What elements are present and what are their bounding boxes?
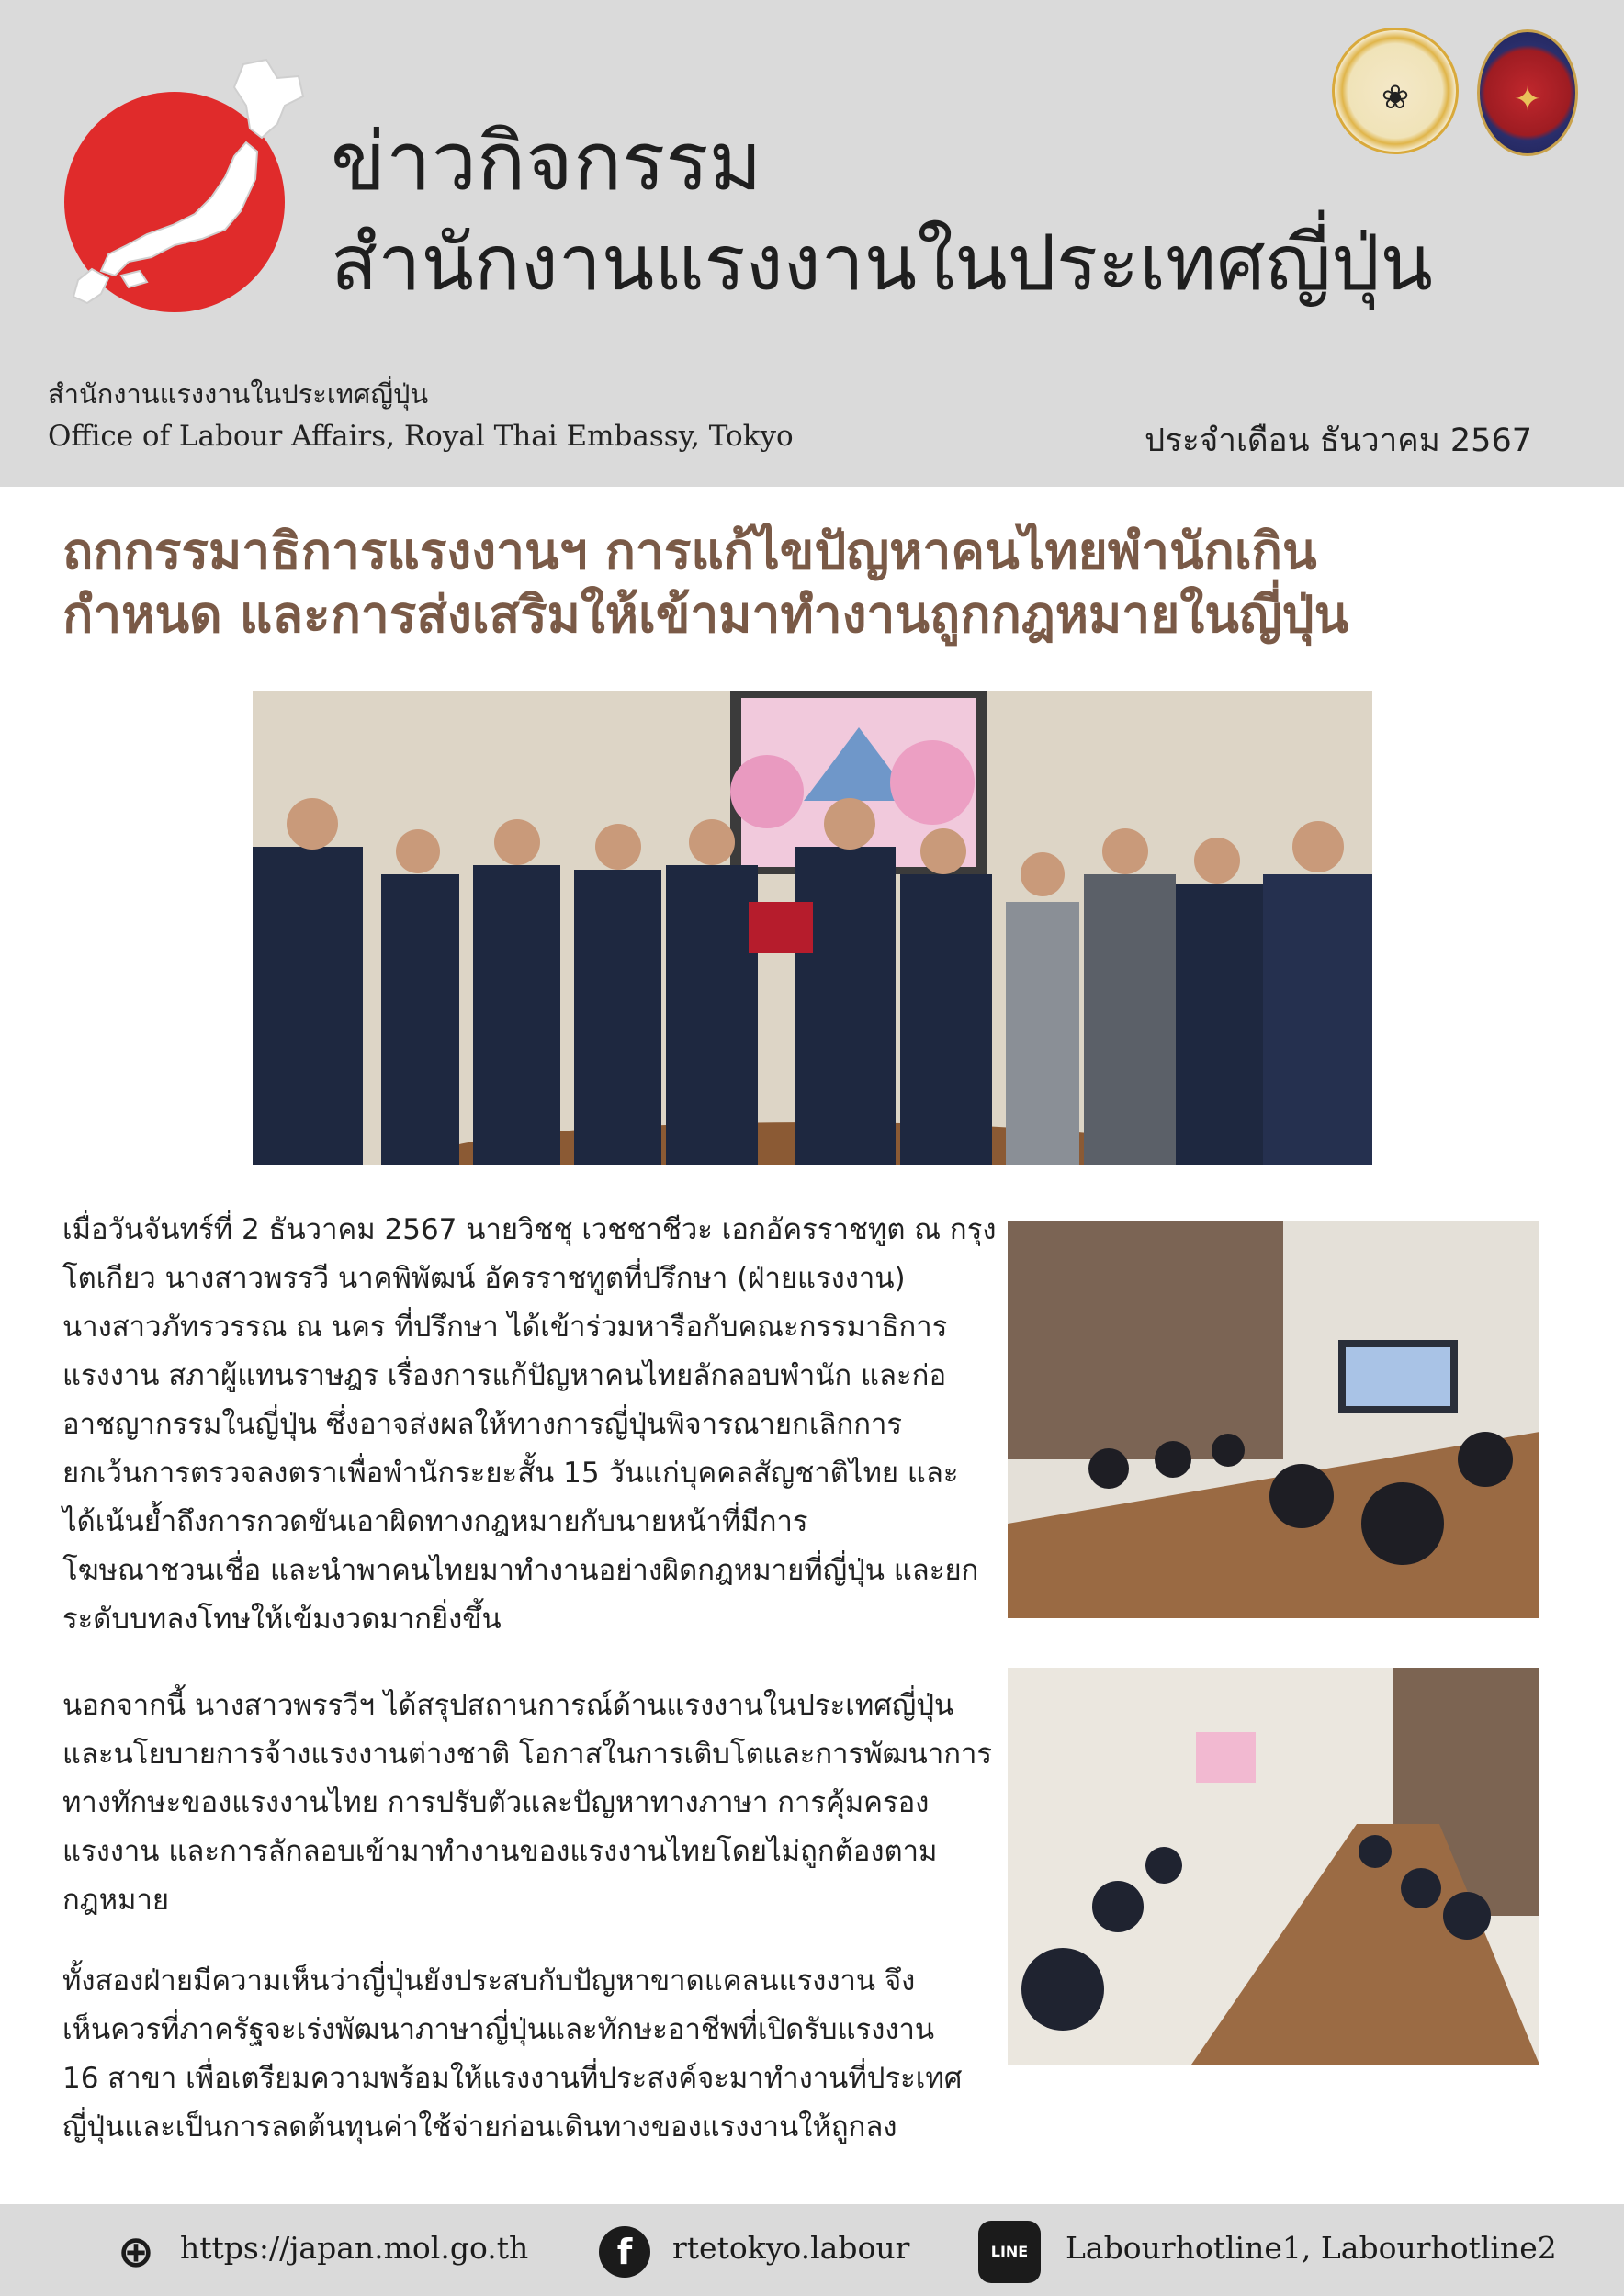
paragraph-line: ทั้งสองฝ่ายมีความเห็นว่าญี่ปุ่นยังประสบกับปัญหาขาดแคลนแรงงาน จึง <box>62 1964 916 1998</box>
royal-thai-embassy-seal: ✦ <box>1477 29 1578 156</box>
paragraph-line: นอกจากนี้ นางสาวพรรวีฯ ได้สรุปสถานการณ์ด้านแรงงานในประเทศญี่ปุ่น <box>62 1689 954 1722</box>
paragraph-line: โฆษณาชวนเชื่อ และนำพาคนไทยมาทำงานอย่างผิดกฎหมายที่ญี่ปุ่น และยก <box>62 1554 979 1587</box>
article-paragraph-2 <box>62 1682 993 1925</box>
paragraph-line: แรงงาน และการลักลอบเข้ามาทำงานของแรงงานไทยโดยไม่ถูกต้องตาม <box>62 1835 938 1868</box>
meeting-photo-1 <box>1008 1221 1539 1618</box>
paragraph-line: นางสาวภัทรวรรณ ณ นคร ที่ปรึกษา ได้เข้าร่วมหารือกับคณะกรรมาธิการ <box>62 1311 948 1344</box>
paragraph-line: และนโยบายการจ้างแรงงานต่างชาติ โอกาสในการเติบโตและการพัฒนาการ <box>62 1738 993 1771</box>
globe-icon: ⊕ <box>117 2226 155 2278</box>
title-line-2: สำนักงานแรงงานในประเทศญี่ปุ่น <box>331 218 1433 308</box>
facebook-link[interactable]: rtetokyo.labour <box>672 2230 910 2266</box>
website-link[interactable]: https://japan.mol.go.th <box>180 2230 529 2266</box>
line-icon: LINE <box>978 2221 1041 2283</box>
paragraph-line: เมื่อวันจันทร์ที่ 2 ธันวาคม 2567 นายวิชชุ เวชชาชีวะ เอกอัครราชทูต ณ กรุง <box>62 1213 997 1246</box>
paragraph-line: เห็นควรที่ภาครัฐจะเร่งพัฒนาภาษาญี่ปุ่นและทักษะอาชีพที่เปิดรับแรงงาน <box>62 2013 935 2046</box>
paragraph-line: ได้เน้นย้ำถึงการกวดขันเอาผิดทางกฎหมายกับนายหน้าที่มีการ <box>62 1505 808 1538</box>
meeting-photo-2 <box>1008 1668 1539 2065</box>
article-paragraph-1 <box>62 1206 997 1644</box>
group-photo <box>253 691 1372 1165</box>
article-paragraph-3 <box>62 1957 972 2152</box>
paragraph-line: แรงงาน สภาผู้แทนราษฎร เรื่องการแก้ปัญหาคนไทยลักลอบพำนัก และก่อ <box>62 1359 947 1392</box>
org-name-english: Office of Labour Affairs, Royal Thai Embassy, Tokyo <box>48 420 794 453</box>
headline-line-2: กำหนด และการส่งเสริมให้เข้ามาทำงานถูกกฎหมายในญี่ปุ่น <box>62 584 1349 644</box>
paragraph-line: ญี่ปุ่นและเป็นการลดต้นทุนค่าใช้จ่ายก่อนเดินทางของแรงงานให้ถูกลง <box>62 2110 897 2144</box>
paragraph-line: ระดับบทลงโทษให้เข้มงวดมากยิ่งขึ้น <box>62 1603 502 1636</box>
paragraph-line: ยกเว้นการตรวจลงตราเพื่อพำนักระยะสั้น 15 วันแก่บุคคลสัญชาติไทย และ <box>62 1457 959 1490</box>
issue-month: ประจำเดือน ธันวาคม 2567 <box>1144 422 1532 459</box>
paragraph-line: โตเกียว นางสาวพรรวี นาคพิพัฒน์ อัครราชทูตที่ปรึกษา (ฝ่ายแรงงาน) <box>62 1262 906 1295</box>
paragraph-line: 16 สาขา เพื่อเตรียมความพร้อมให้แรงงานที่ประสงค์จะมาทำงานที่ประเทศ <box>62 2062 963 2095</box>
paragraph-line: ทางทักษะของแรงงานไทย การปรับตัวและปัญหาทางภาษา การคุ้มครอง <box>62 1786 930 1819</box>
line-contact[interactable]: Labourhotline1, Labourhotline2 <box>1066 2230 1557 2266</box>
japan-map-icon <box>37 51 321 326</box>
headline-line-1: ถกกรรมาธิการแรงงานฯ การแก้ไขปัญหาคนไทยพำนักเกิน <box>62 522 1317 580</box>
paragraph-line: กฎหมาย <box>62 1884 170 1917</box>
ministry-of-labour-seal: ❀ <box>1332 28 1459 154</box>
footer-bar <box>0 2204 1624 2296</box>
paragraph-line: อาชญากรรมในญี่ปุ่น ซึ่งอาจส่งผลให้ทางการญี่ปุ่นพิจารณายกเลิกการ <box>62 1408 903 1441</box>
title-line-1: ข่าวกิจกรรม <box>331 114 762 208</box>
org-name-thai: สำนักงานแรงงานในประเทศญี่ปุ่น <box>48 378 429 410</box>
facebook-icon: f <box>599 2226 650 2278</box>
header-banner <box>0 0 1624 487</box>
article-headline <box>62 520 1587 647</box>
